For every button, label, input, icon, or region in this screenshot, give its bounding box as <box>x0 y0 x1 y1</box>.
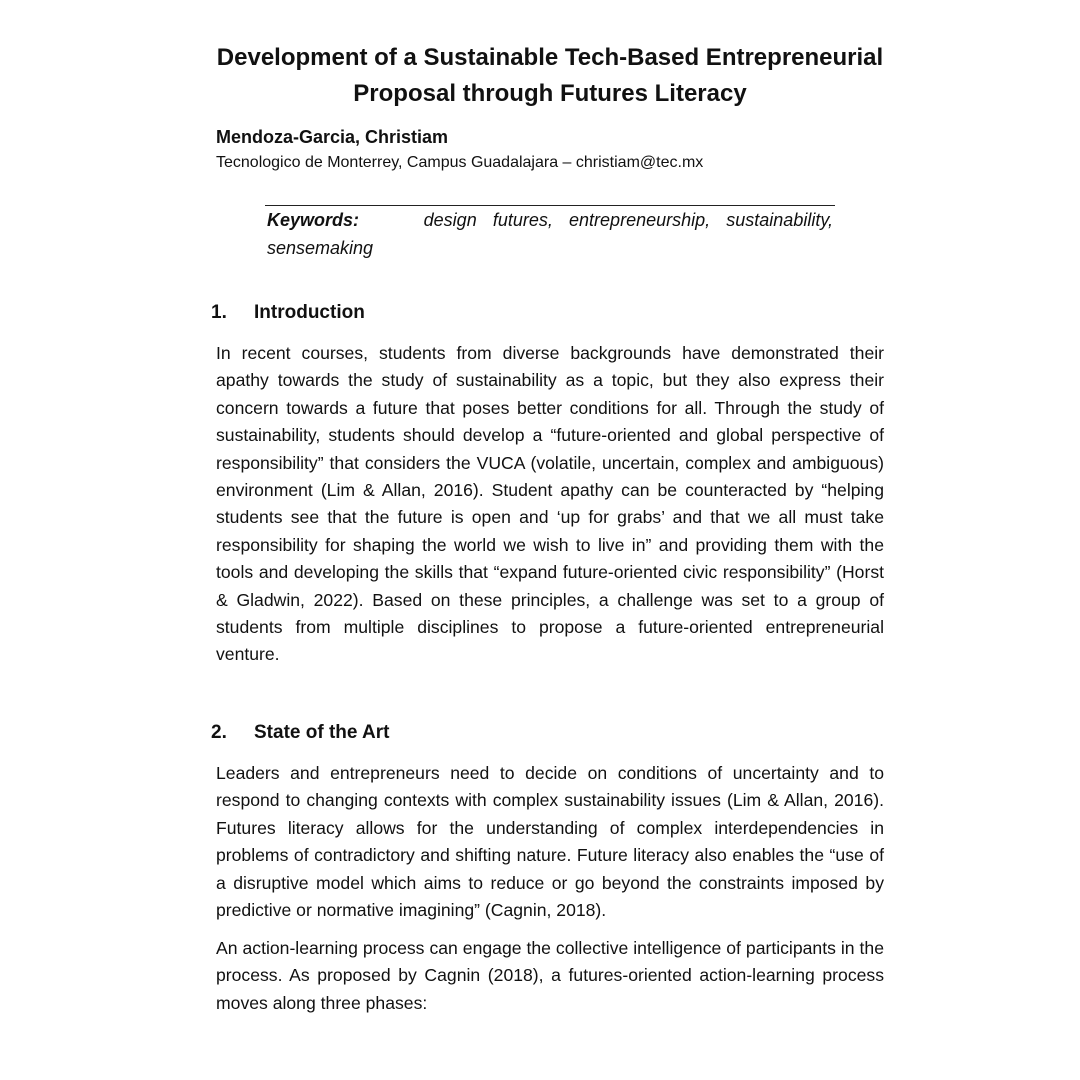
section-title: State of the Art <box>254 722 390 743</box>
author-name: Mendoza-Garcia, Christiam <box>216 127 449 147</box>
state-of-the-art-paragraph-1: Leaders and entrepreneurs need to decide on conditions of uncertainty and to respond to changing contexts with complex sustainability issues (Lim & Allan, 2016). Futures literacy allows for the understanding of complex interdependencies in problems of contradictory and shifting nature. Future literacy also enables the “use of a disruptive model which aims to reduce or go beyond the constraints imposed by predictive or normative imagining” (Cagnin, 2018). <box>216 763 884 921</box>
section-heading-state-of-the-art <box>211 720 389 746</box>
author-affiliation: Tecnologico de Monterrey, Campus Guadalajara – christiam@tec.mx <box>216 154 704 171</box>
keywords-list: design futures, entrepreneurship, sustainability, sensemaking <box>267 210 833 258</box>
section-number: 2. <box>211 722 227 743</box>
paper-title-line-1: Development of a Sustainable Tech-Based Entrepreneurial <box>216 44 884 71</box>
section-number: 1. <box>211 302 227 323</box>
keywords-label: Keywords: <box>267 210 360 230</box>
section-heading-introduction <box>211 300 365 326</box>
section-title: Introduction <box>254 302 365 323</box>
introduction-paragraph: In recent courses, students from diverse backgrounds have demonstrated their apathy towards the study of sustainability as a topic, but they also express their concern towards a future that poses better conditions for all. Through the study of sustainability, students should develop a “future-oriented and global perspective of responsibility” that considers the VUCA (volatile, uncertain, complex and ambiguous) environment (Lim & Allan, 2016). Student apathy can be counteracted by “helping students see that the future is open and ‘up for grabs’ and that we all must take responsibility for shaping the world we wish to live in” and providing them with the tools and developing the skills that “expand future-oriented civic responsibility” (Horst & Gladwin, 2022). Based on these principles, a challenge was set to a group of students from multiple disciplines to propose a future-oriented entrepreneurial venture. <box>216 343 884 665</box>
keywords-block <box>267 206 833 262</box>
paper-title-line-2: Proposal through Futures Literacy <box>353 80 747 107</box>
state-of-the-art-paragraph-2: An action-learning process can engage the collective intelligence of participants in the process. As proposed by Cagnin (2018), a futures-oriented action-learning process moves along three phases: <box>216 938 884 1013</box>
paper-title <box>200 40 900 112</box>
